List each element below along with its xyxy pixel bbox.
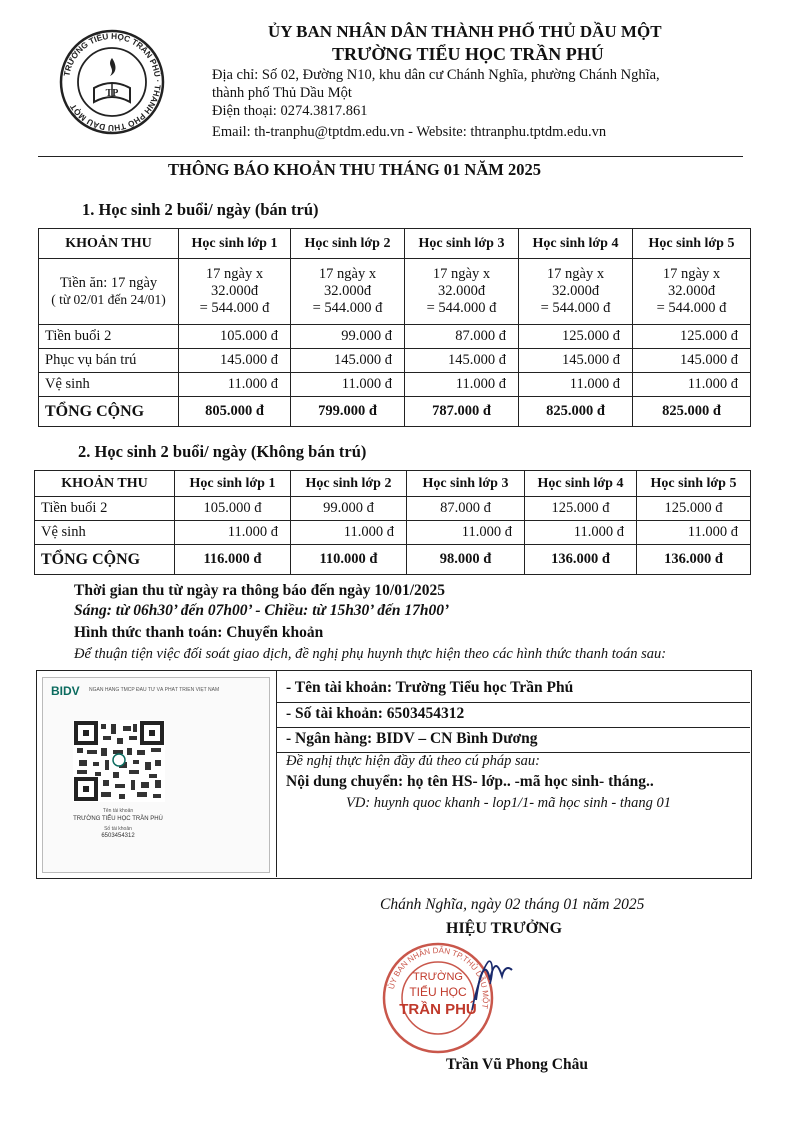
meal-total: = 544.000 đ bbox=[426, 300, 497, 316]
qr-code-icon bbox=[73, 720, 165, 802]
meal-days: 17 ngày x bbox=[546, 266, 605, 282]
table-total-row bbox=[35, 545, 751, 575]
column-header: Học sinh lớp 5 bbox=[637, 471, 751, 497]
svg-text:TIỂU HỌC: TIỂU HỌC bbox=[409, 985, 467, 999]
fee-table-non-boarding bbox=[34, 470, 751, 575]
bank-qr-card bbox=[42, 677, 270, 873]
svg-text:TRẦN PHÚ: TRẦN PHÚ bbox=[399, 1001, 477, 1018]
payment-method: Hình thức thanh toán: Chuyển khoản bbox=[74, 624, 324, 641]
notice-title: THÔNG BÁO KHOẢN THU THÁNG 01 NĂM 2025 bbox=[168, 160, 541, 179]
meal-rate: 32.000đ bbox=[210, 283, 259, 299]
amount-cell: 125.000 đ bbox=[637, 497, 751, 521]
syntax-note: Đề nghị thực hiện đầy đủ theo cú pháp sau: bbox=[286, 753, 540, 769]
row-label: Vệ sinh bbox=[39, 373, 179, 397]
total-cell: 825.000 đ bbox=[633, 397, 751, 427]
total-cell: 787.000 đ bbox=[405, 397, 519, 427]
amount-cell: 11.000 đ bbox=[175, 521, 291, 545]
column-header: Học sinh lớp 5 bbox=[633, 229, 751, 259]
amount-cell: 99.000 đ bbox=[291, 325, 405, 349]
meal-days: 17 ngày x bbox=[432, 266, 491, 282]
amount-cell: 11.000 đ bbox=[405, 373, 519, 397]
amount-cell: 99.000 đ bbox=[291, 497, 407, 521]
meal-days: 17 ngày x bbox=[205, 266, 264, 282]
payment-row-line bbox=[277, 727, 750, 728]
amount-cell: 145.000 đ bbox=[179, 349, 291, 373]
amount-cell: 125.000 đ bbox=[525, 497, 637, 521]
amount-cell: 145.000 đ bbox=[519, 349, 633, 373]
account-number: - Số tài khoản: 6503454312 bbox=[286, 705, 465, 722]
total-cell: 116.000 đ bbox=[175, 545, 291, 575]
column-header: KHOẢN THU bbox=[39, 229, 179, 259]
qr-caption-label-2: Số tài khoản bbox=[104, 826, 132, 832]
meal-total: = 544.000 đ bbox=[656, 300, 727, 316]
transfer-example: VD: huynh quoc khanh - lop1/1- mã học sinh - thang 01 bbox=[346, 795, 671, 811]
total-cell: 136.000 đ bbox=[637, 545, 751, 575]
amount-cell: 87.000 đ bbox=[407, 497, 525, 521]
row-label: Tiền buổi 2 bbox=[39, 325, 179, 349]
meal-total: = 544.000 đ bbox=[540, 300, 611, 316]
amount-cell: 11.000 đ bbox=[633, 373, 751, 397]
table-row bbox=[35, 521, 751, 545]
meal-days: 17 ngày x bbox=[318, 266, 377, 282]
amount-cell: 87.000 đ bbox=[405, 325, 519, 349]
phone: Điện thoại: 0274.3817.861 bbox=[212, 103, 368, 119]
total-cell: 805.000 đ bbox=[179, 397, 291, 427]
amount-cell: 105.000 đ bbox=[179, 325, 291, 349]
column-header: Học sinh lớp 3 bbox=[405, 229, 519, 259]
column-header: Học sinh lớp 4 bbox=[519, 229, 633, 259]
column-header: Học sinh lớp 2 bbox=[291, 471, 407, 497]
column-header: Học sinh lớp 1 bbox=[175, 471, 291, 497]
signing-place-date: Chánh Nghĩa, ngày 02 tháng 01 năm 2025 bbox=[380, 896, 645, 913]
row-label: Vệ sinh bbox=[35, 521, 175, 545]
section-1-title: 1. Học sinh 2 buổi/ ngày (bán trú) bbox=[82, 200, 319, 219]
amount-cell: 11.000 đ bbox=[637, 521, 751, 545]
column-header: Học sinh lớp 3 bbox=[407, 471, 525, 497]
svg-text:ỦY BAN NHÂN DÂN TP.THỦ DẦU MỘT: ỦY BAN NHÂN DÂN TP.THỦ DẦU MỘT bbox=[386, 945, 491, 1010]
meal-rate: 32.000đ bbox=[323, 283, 372, 299]
table-row bbox=[39, 349, 751, 373]
payment-note: Để thuận tiện việc đối soát giao dịch, đề nghị phụ huynh thực hiện theo các hình thức thanh toán sau: bbox=[74, 646, 667, 662]
amount-cell: 11.000 đ bbox=[407, 521, 525, 545]
total-cell: 136.000 đ bbox=[525, 545, 637, 575]
school-logo bbox=[58, 28, 166, 136]
transfer-content-format: Nội dung chuyển: họ tên HS- lớp.. -mã học sinh- tháng.. bbox=[286, 773, 654, 790]
svg-text:TP: TP bbox=[105, 88, 119, 99]
total-label: TỔNG CỘNG bbox=[35, 545, 175, 575]
table-row bbox=[39, 373, 751, 397]
bank-tagline: NGÂN HÀNG TMCP ĐẦU TƯ VÀ PHÁT TRIỂN VIỆT NAM bbox=[89, 687, 220, 693]
amount-cell: 145.000 đ bbox=[291, 349, 405, 373]
amount-cell: 145.000 đ bbox=[633, 349, 751, 373]
amount-cell: 145.000 đ bbox=[405, 349, 519, 373]
amount-cell: 125.000 đ bbox=[633, 325, 751, 349]
bank-name: - Ngân hàng: BIDV – CN Bình Dương bbox=[286, 730, 538, 747]
collection-period: Thời gian thu từ ngày ra thông báo đến ngày 10/01/2025 bbox=[74, 582, 446, 599]
svg-text:TRƯỜNG TIỂU HỌC TRẦN PHÚ · THÀ: TRƯỜNG TIỂU HỌC TRẦN PHÚ · THÀNH PHỐ THỦ DẦU MỘT bbox=[61, 30, 164, 134]
email-website: Email: th-tranphu@tptdm.edu.vn - Website: thtranphu.tptdm.edu.vn bbox=[212, 124, 607, 140]
column-header: Học sinh lớp 1 bbox=[179, 229, 291, 259]
total-label: TỔNG CỘNG bbox=[39, 397, 179, 427]
column-header: KHOẢN THU bbox=[35, 471, 175, 497]
amount-cell: 11.000 đ bbox=[179, 373, 291, 397]
column-header: Học sinh lớp 2 bbox=[291, 229, 405, 259]
amount-cell: 11.000 đ bbox=[291, 521, 407, 545]
collection-hours: Sáng: từ 06h30’ đến 07h00’ - Chiều: từ 15h30’ đến 17h00’ bbox=[74, 602, 450, 619]
account-name: - Tên tài khoản: Trường Tiểu học Trần Phú bbox=[286, 679, 574, 696]
header-divider bbox=[38, 156, 743, 157]
table-row-meal bbox=[39, 259, 751, 325]
amount-cell: 11.000 đ bbox=[291, 373, 405, 397]
table-header-row bbox=[35, 471, 751, 497]
authority-name: ỦY BAN NHÂN DÂN THÀNH PHỐ THỦ DẦU MỘT bbox=[268, 22, 662, 41]
total-cell: 825.000 đ bbox=[519, 397, 633, 427]
total-cell: 98.000 đ bbox=[407, 545, 525, 575]
meal-rate: 32.000đ bbox=[551, 283, 600, 299]
principal-title: HIỆU TRƯỞNG bbox=[446, 920, 563, 937]
total-cell: 799.000 đ bbox=[291, 397, 405, 427]
amount-cell: 125.000 đ bbox=[519, 325, 633, 349]
qr-caption-number: 6503454312 bbox=[101, 833, 135, 839]
meal-cell bbox=[633, 259, 751, 325]
principal-name: Trần Vũ Phong Châu bbox=[446, 1056, 588, 1073]
column-header: Học sinh lớp 4 bbox=[525, 471, 637, 497]
meal-total: = 544.000 đ bbox=[199, 300, 270, 316]
meal-rate: 32.000đ bbox=[667, 283, 716, 299]
meal-cell bbox=[405, 259, 519, 325]
amount-cell: 105.000 đ bbox=[175, 497, 291, 521]
fee-table-boarding bbox=[38, 228, 751, 427]
meal-days: 17 ngày x bbox=[662, 266, 721, 282]
payment-row-line bbox=[277, 702, 750, 703]
qr-caption-label: Tên tài khoản bbox=[102, 808, 134, 814]
table-header-row bbox=[39, 229, 751, 259]
school-seal-stamp bbox=[376, 940, 516, 1060]
row-label: Tiền buổi 2 bbox=[35, 497, 175, 521]
address-line-1: Địa chỉ: Số 02, Đường N10, khu dân cư Chánh Nghĩa, phường Chánh Nghĩa, bbox=[212, 67, 660, 83]
meal-label-line-2: ( từ 02/01 đến 24/01) bbox=[51, 292, 166, 307]
meal-cell bbox=[179, 259, 291, 325]
total-cell: 110.000 đ bbox=[291, 545, 407, 575]
meal-cell bbox=[291, 259, 405, 325]
qr-caption-name: TRƯỜNG TIỂU HỌC TRẦN PHÚ bbox=[73, 816, 163, 822]
meal-label bbox=[39, 259, 179, 325]
table-row bbox=[35, 497, 751, 521]
table-row bbox=[39, 325, 751, 349]
table-total-row bbox=[39, 397, 751, 427]
meal-total: = 544.000 đ bbox=[312, 300, 383, 316]
meal-cell bbox=[519, 259, 633, 325]
address-line-2: thành phố Thủ Dầu Một bbox=[212, 85, 352, 101]
meal-rate: 32.000đ bbox=[437, 283, 486, 299]
bidv-logo: BIDV bbox=[51, 684, 80, 698]
svg-text:TRƯỜNG: TRƯỜNG bbox=[413, 971, 463, 983]
row-label: Phục vụ bán trú bbox=[39, 349, 179, 373]
school-name: TRƯỜNG TIỂU HỌC TRẦN PHÚ bbox=[332, 44, 604, 64]
section-2-title: 2. Học sinh 2 buổi/ ngày (Không bán trú) bbox=[78, 442, 367, 461]
amount-cell: 11.000 đ bbox=[519, 373, 633, 397]
amount-cell: 11.000 đ bbox=[525, 521, 637, 545]
meal-label-line-1: Tiền ăn: 17 ngày bbox=[59, 275, 158, 291]
